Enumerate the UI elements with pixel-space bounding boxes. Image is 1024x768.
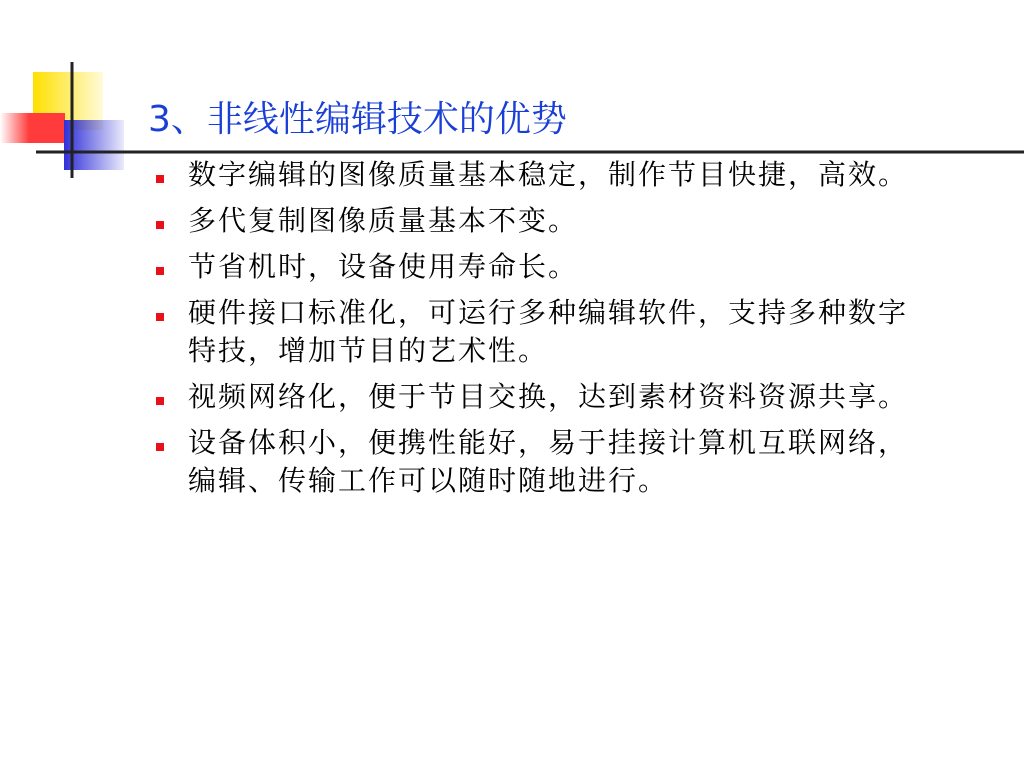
bullet-marker-icon bbox=[156, 221, 164, 229]
bullet-item bbox=[152, 156, 912, 194]
bullet-text: 数字编辑的图像质量基本稳定，制作节目快捷，高效。 bbox=[188, 158, 909, 191]
yellow-square bbox=[33, 72, 103, 130]
bullet-list bbox=[152, 156, 912, 508]
bullet-item bbox=[152, 424, 912, 500]
bullet-text: 视频网络化，便于节目交换，达到素材资料资源共享。 bbox=[188, 380, 909, 413]
bullet-item bbox=[152, 248, 912, 286]
bullet-text: 多代复制图像质量基本不变。 bbox=[188, 204, 579, 237]
bullet-item bbox=[152, 378, 912, 416]
bullet-marker-icon bbox=[156, 313, 164, 321]
red-bar bbox=[0, 113, 65, 143]
bullet-text: 硬件接口标准化，可运行多种编辑软件，支持多种数字特技，增加节目的艺术性。 bbox=[188, 296, 909, 367]
bullet-text: 设备体积小，便携性能好，易于挂接计算机互联网络，编辑、传输工作可以随时随地进行。 bbox=[188, 426, 909, 497]
slide-title: 3、非线性编辑技术的优势 bbox=[148, 99, 567, 140]
bullet-marker-icon bbox=[156, 397, 164, 405]
bullet-marker-icon bbox=[156, 443, 164, 451]
bullet-marker-icon bbox=[156, 267, 164, 275]
bullet-marker-icon bbox=[156, 175, 164, 183]
bullet-text: 节省机时，设备使用寿命长。 bbox=[188, 250, 579, 283]
bullet-item bbox=[152, 294, 912, 370]
blue-square bbox=[64, 120, 124, 170]
bullet-item bbox=[152, 202, 912, 240]
